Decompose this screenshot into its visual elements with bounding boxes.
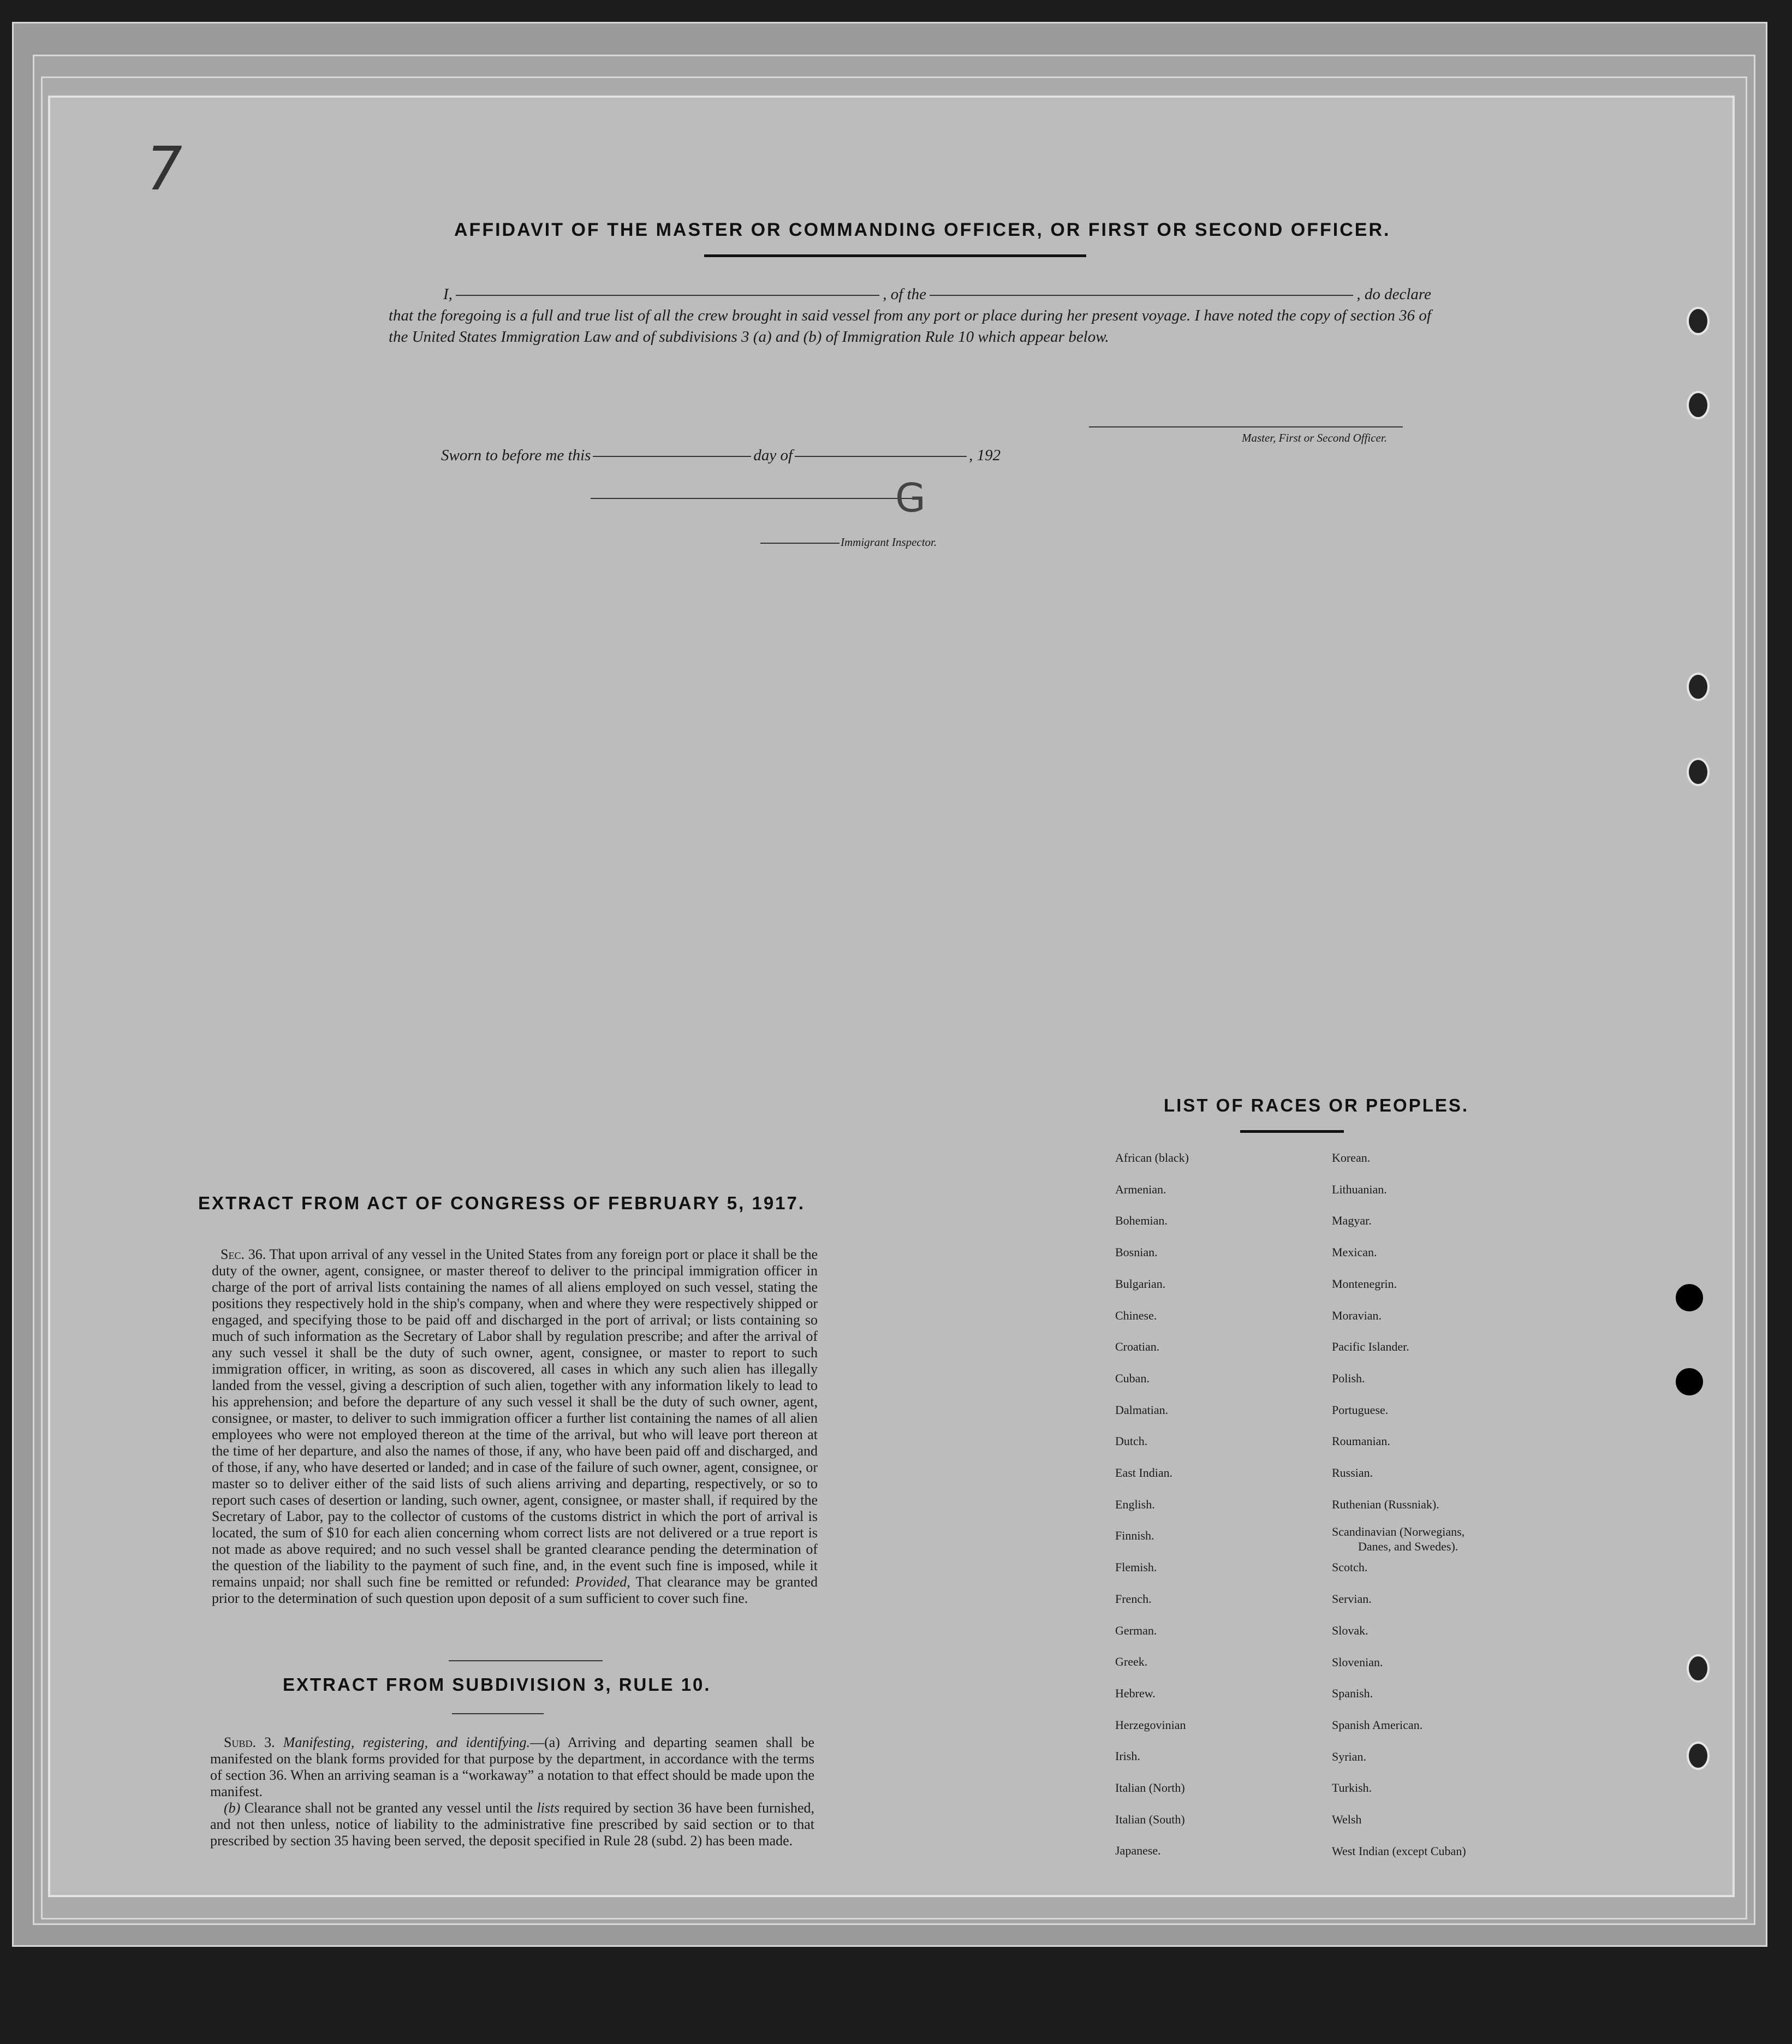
section-divider (449, 1660, 603, 1661)
race-item: Pacific Islander. (1332, 1340, 1409, 1354)
race-item: Dutch. (1115, 1434, 1148, 1448)
declare-prefix: I, (443, 286, 453, 303)
para-b-text: Clearance shall not be granted any vessel until the (244, 1800, 533, 1816)
sworn-prefix: Sworn to before me this (441, 447, 591, 464)
inspector-label-line (760, 543, 840, 544)
inspector-initial: G (895, 475, 926, 521)
affidavit-title: AFFIDAVIT OF THE MASTER OR COMMANDING OFFICER, OR FIRST OR SECOND OFFICER. (454, 219, 1391, 240)
day-of-label: day of (753, 447, 793, 464)
year-suffix: , 192 (969, 447, 1001, 464)
subd-label: Subd. 3. (224, 1734, 275, 1750)
handwritten-mark: 7 (138, 134, 189, 204)
race-item: Bulgarian. (1115, 1276, 1166, 1291)
race-item: West Indian (except Cuban) (1332, 1844, 1466, 1858)
rule-extract-title: EXTRACT FROM SUBDIVISION 3, RULE 10. (283, 1674, 711, 1695)
do-declare-label: , do declare (1356, 286, 1431, 303)
race-item: Hebrew. (1115, 1686, 1156, 1700)
race-item: Spanish. (1332, 1686, 1373, 1701)
inspector-label: Immigrant Inspector. (841, 536, 937, 549)
rule-extract-body (210, 1734, 814, 1849)
signature-label: Master, First or Second Officer. (1242, 431, 1387, 444)
sworn-month-blank[interactable] (795, 456, 967, 457)
race-item: Armenian. (1115, 1182, 1166, 1196)
race-item: Croatian. (1115, 1340, 1160, 1354)
vessel-name-blank[interactable] (930, 295, 1353, 296)
binder-hole (1687, 1654, 1710, 1683)
race-item: Welsh (1332, 1813, 1362, 1827)
provided-label: Provided, (575, 1574, 630, 1590)
race-item: Slovenian. (1332, 1655, 1383, 1669)
race-item: Servian. (1332, 1592, 1372, 1606)
act-text: That upon arrival of any vessel in the United States from any foreign port or place it shall be the duty of the owner, agent, consignee, or master thereof to deliver to the principal immigration officer in charge of the port of arrival lists containing the names of all aliens employed on such vessel, stating the positions they respectively hold in the ship's company, when and where they were respectively shipped or engaged, and specifying those to be paid off and discharged in the port of arrival; or lists containing so much of such information as the Secretary of Labor shall by regulation prescribe; and after the arrival of any such vessel it shall be the duty of such owner, agent, consignee, or master to report to such immigration officer, in writing, as soon as discovered, all cases in which any such alien has illegally landed from the vessel, giving a description of such alien, together with any information likely to lead to his apprehension; and before the departure of any such vessel it shall be the duty of such owner, agent, consignee, or master, to deliver to such immigration officer a further list containing the names of all alien employees who were not employed thereon at the time of the arrival, but who will leave port thereon at the time of her departure, and also the names of those, if any, who have been paid off and discharged, and of those, if any, who have deserted or landed; and in case of the failure of such owner, agent, consignee, or master so to deliver either of the said lists of such aliens arriving and departing, respectively, or so to report such cases of desertion or landing, such owner, agent, consignee, or master shall, if required by the Secretary of Labor, pay to the collector of customs of the customs district in which the port of arrival is located, the sum of $10 for each alien concerning whom correct lists are not delivered or a true report is not made as above required; and no such vessel shall be granted clearance pending the determination of the question of the liability to the payment of such fine, and, in the event such fine is imposed, while it remains unpaid; nor shall such fine be remitted or refunded: (212, 1246, 818, 1590)
race-item: Scotch. (1332, 1560, 1368, 1574)
race-item: Polish. (1332, 1371, 1365, 1385)
affidavit-declaration (389, 284, 1431, 348)
lists-word: lists (537, 1800, 560, 1816)
race-item: Finnish. (1115, 1529, 1154, 1543)
para-a-label: —(a) (530, 1734, 560, 1750)
para-b-text-end: required by section 36 have been furnished, and not then unless, notice of liability to the administrative fine prescribed by said section or to that prescribed by section 35 having been served, the deposit specified in Rule 28 (subd. 2) has been made. (210, 1800, 815, 1849)
race-item: Mexican. (1332, 1245, 1377, 1259)
inspector-signature-line[interactable] (591, 498, 913, 499)
race-item: Cuban. (1115, 1371, 1150, 1385)
affidavit-body: that the foregoing is a full and true list of all the crew brought in said vessel from any port or place during her present voyage. I have noted the copy of section 36 of the United States Immigration Law and of subdivisions 3 (a) and (b) of Immigration Rule 10 which appear below. (389, 307, 1431, 346)
sec-label: Sec. 36. (221, 1246, 266, 1262)
race-item: Syrian. (1332, 1749, 1366, 1763)
race-item: Ruthenian (Russniak). (1332, 1497, 1439, 1511)
race-item: Slovak. (1332, 1623, 1368, 1637)
act-text-end: That clearance may be granted prior to the determination of such question upon deposit of a sum sufficient to cover such fine. (212, 1574, 818, 1606)
race-item: Magyar. (1332, 1214, 1372, 1228)
race-item: Moravian. (1332, 1308, 1382, 1322)
manifest-page (48, 96, 1735, 1897)
binder-hole (1676, 1368, 1703, 1395)
races-right-column (1332, 1142, 1466, 1867)
signature-line[interactable] (1089, 426, 1403, 427)
race-item: Bosnian. (1115, 1245, 1158, 1259)
binder-hole (1687, 307, 1710, 335)
sworn-line (441, 447, 1001, 465)
binder-hole (1687, 1742, 1710, 1770)
para-b-label: (b) (224, 1800, 241, 1816)
binder-hole (1687, 673, 1710, 701)
race-item: Portuguese. (1332, 1403, 1389, 1417)
race-item: Spanish American. (1332, 1718, 1423, 1732)
race-item-line: Danes, and Swedes). (1358, 1540, 1458, 1554)
race-item: Montenegrin. (1332, 1276, 1397, 1291)
race-item: Russian. (1332, 1466, 1373, 1480)
affidavit-title-rule (704, 254, 1086, 257)
sworn-day-blank[interactable] (593, 456, 751, 457)
race-item: Herzegovinian (1115, 1718, 1186, 1732)
race-item-line: Scandinavian (Norwegians, (1332, 1525, 1465, 1539)
rule-title-rule (452, 1713, 544, 1714)
binder-hole (1676, 1284, 1703, 1311)
act-extract-title: EXTRACT FROM ACT OF CONGRESS OF FEBRUARY 5, 1917. (198, 1193, 806, 1213)
declarant-name-blank[interactable] (456, 295, 879, 296)
para-a-text: Arriving and departing seamen shall be manifested on the blank forms provided for that purpose by the department, in accordance with the terms of section 36. When an arriving seaman is a “workaway” a notation to that effect should be made upon the manifest. (210, 1734, 814, 1799)
race-item: Greek. (1115, 1655, 1148, 1669)
race-item: Dalmatian. (1115, 1403, 1169, 1417)
subd-heading: Manifesting, registering, and identifying. (283, 1734, 531, 1750)
act-extract-body (212, 1246, 818, 1607)
of-the-label: , of the (883, 286, 927, 303)
binder-hole (1687, 391, 1710, 419)
race-item: East Indian. (1115, 1466, 1173, 1480)
race-item: Korean. (1332, 1151, 1371, 1164)
race-item: Bohemian. (1115, 1214, 1168, 1228)
race-item: Japanese. (1115, 1844, 1161, 1858)
races-title-rule (1240, 1130, 1344, 1133)
race-item: Flemish. (1115, 1560, 1157, 1574)
race-item: African (black) (1115, 1151, 1189, 1164)
race-item: Irish. (1115, 1749, 1140, 1763)
race-item: English. (1115, 1497, 1155, 1511)
race-item: Roumanian. (1332, 1434, 1390, 1448)
race-item: German. (1115, 1623, 1157, 1637)
races-left-column (1115, 1142, 1189, 1867)
races-title: LIST OF RACES OR PEOPLES. (1164, 1095, 1469, 1115)
race-item: French. (1115, 1591, 1152, 1606)
race-item: Chinese. (1115, 1308, 1157, 1322)
race-item: Lithuanian. (1332, 1182, 1387, 1196)
race-item: Turkish. (1332, 1781, 1372, 1795)
race-item: Italian (North) (1115, 1781, 1185, 1795)
race-item: Italian (South) (1115, 1812, 1185, 1826)
binder-hole (1687, 758, 1710, 786)
